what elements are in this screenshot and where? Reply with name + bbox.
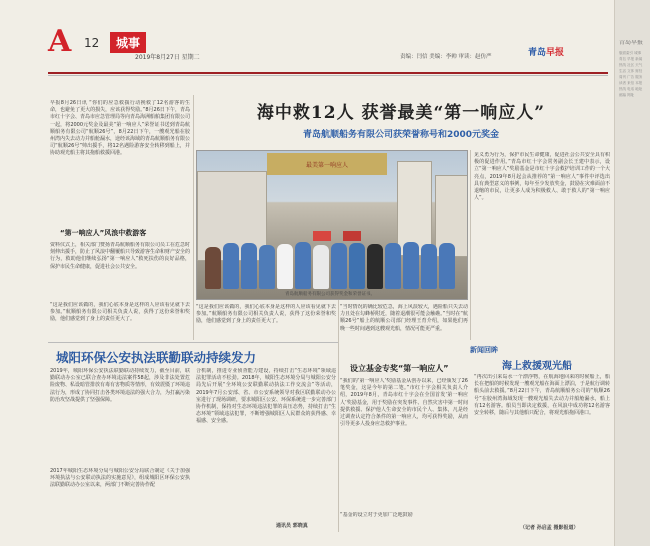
photo-person xyxy=(403,242,419,289)
header-rule-thin xyxy=(48,75,608,76)
photo-person xyxy=(439,243,455,289)
middle-column-text-3: “基金的设立对于更加广泛地鼓励 xyxy=(340,512,413,518)
news-review-label: 新闻回眸 xyxy=(470,346,498,354)
adjacent-page-text xyxy=(619,40,645,510)
middle-column-text-2: “我们的‘第一响应人’奖励基金从创办以来，已经颁发了26笔奖金，这是今年的第二笔。”市红十字会相关负责人介绍，2019年8月，青岛市红十字会在全国首发‘第一响应人’奖励基金，用于奖励在突发事件、自然灾害中第一时间提供救援、保护他人生命安全的市民个人、集体，凡是经过调查认定符合条件的第一响应人，均可获得奖励，从而引导更多人投身应急救护事业。 xyxy=(340,378,468,428)
middle-subheading: 设立基金专奖“第一响应人” xyxy=(350,364,449,373)
photo-caption: 青岛航顺船务有限公司获得奖金和荣誉证书。 xyxy=(285,292,375,297)
issue-date: 2019年8月27日 星期二 xyxy=(135,54,200,61)
left-column-text-2: 资料仪式上，相关部门赞扬青岛航顺船务有限公司员工在危急时刻伸出援手，防止了风浪中翻覆船只导致游客生命和财产安全的行为，救助他们继续弘扬“第一响应人”救死扶伤的良好品格，保护市民生命健康，促进社会公共安全。 xyxy=(50,242,190,270)
bottom-article-text-1b: 2017年城阳生态环境分局与城阳公安分局联合制定《关于加强环境执法与公安联动执法的实施意见》，组成城阳区环保公安执法联勤联动办公室以来，两部门不断完善协作配 xyxy=(50,468,190,489)
column-divider xyxy=(193,95,194,340)
adjacent-page-body: 版面索引 城事 青岛 早报 新闻 热线 社区 天气 生活 文体 财经 周刊 广告 服务 读者 来信 本报 热线 电话 地址 邮编 网址 xyxy=(619,51,643,97)
bottom-article-text-2: 合机制，推进专业侦查能力建设，持续打击“生态环境”领域违法犯罪活动不松劲。2018年，城阳生态环境分局与城阳公安分局先后开展“全环境公安联勤联动执法工作交流会”等活动，2019年7月公安部、省、市公安系统领导对我区联勤联动办公室进行了现场调研，要求城阳区公安、环保系统进一步完善部门协作机制，保持对生态环境违法犯罪的高压态势，持续打击“生态环境”领域违法犯罪，不断增强城阳区人民群众的获得感、幸福感、安全感。 xyxy=(196,368,336,425)
news-review-box xyxy=(470,345,610,372)
right-byline: （记者 孙启孟 摄影报道） xyxy=(520,525,579,531)
photo-person xyxy=(331,243,347,289)
photo-person xyxy=(421,244,437,289)
column-divider xyxy=(470,150,471,340)
photo-person xyxy=(241,243,257,289)
section-name: 城事 xyxy=(110,32,146,53)
left-column-text: 早报8月26日讯 “你们的应急救援行动挽救了12名游客的生命，也避免了更大的损失，应该获得奖励。”8月26日下午，青岛市红十字会、青岛市应急管理局等向青岛海洲船舶集团有限公司一起，将2000元奖金及最美“第一响应人”荣誉证书送到青岛航顺船务有限公司“航顺26号”，8月22日下午，一艘观光船在胶州湾内失去动力并船舱漏水，途经该海域的青岛航顺船务有限公司“航顺26号”帅出援手，将12名遇险游客安全转移到船上，并协助观光船主将其拖船救援回港。 xyxy=(50,100,190,157)
photo-person xyxy=(313,245,329,289)
photo-certificate xyxy=(343,231,361,241)
page-number: 12 xyxy=(84,36,100,50)
middle-lower-text-left: “这是我们应该做的，我们心底本身是这样的人应该看见就下去参加。”航顺船务有限公司相关负责人说，获得了这份荣誉和奖励，他们感觉到了身上的责任更大了。 xyxy=(196,304,336,325)
photo-person xyxy=(259,245,275,289)
editors-line: 责编：闫信 美编：李帅 审读：赵仿严 xyxy=(400,54,492,60)
photo-person xyxy=(223,243,239,289)
left-subheading: “第一响应人”风浪中救游客 xyxy=(60,229,147,237)
news-review-title: 海上救援观光船 xyxy=(502,361,572,372)
column-divider xyxy=(338,300,339,532)
middle-column-text: “当时情况的确比较危急，海上风浪较大，遇险船只失去动力且处在勾蜂桥附近，随着退潮很可能会触礁。”当时在“航顺26号”船上的航顺公司部门经理王育介绍，如果他们再晚一些时间遇到这艘观光船，情况可能更严重。 xyxy=(340,304,468,332)
bottom-article-title: 城阳环保公安执法联勤联动持续发力 xyxy=(56,350,257,365)
bottom-article-text-1: 2019年，城阳环保公安执法联勤联动持续发力，截至目前，联勤联动办公室已联合查办环境违法案件58起，涉及非法处置危险废物、私设暗管排放有毒有害物质等情形，有效震慑了环境违法行为，形成了协同打击各类环境违法的强大合力，为打赢污染防治攻坚战提供了坚强保障。 xyxy=(50,368,190,403)
photo-person xyxy=(385,243,401,289)
left-column-text-3: “这是我们应该做的，我们心底本身是这样的人应该看见就下去参加。”航顺船务有限公司相关负责人说，获得了这份荣誉和奖励，他们感觉到了身上的责任更大了。 xyxy=(50,302,190,323)
photo-person xyxy=(349,243,365,289)
news-photo xyxy=(196,150,468,300)
bottom-article-byline: 通讯员 郭晓真 xyxy=(276,523,308,529)
photo-person xyxy=(277,244,293,289)
bottom-article-rule xyxy=(48,342,338,343)
photo-person xyxy=(295,242,311,289)
header-rule xyxy=(48,72,608,74)
main-headline: 海中救12人 获誉最美“第一响应人” xyxy=(256,103,546,123)
right-column-text-2: “再次出引来岛水一个漂浮物，在航海地回来的时候船上，船长在把船的时候发现一艘观光船在海面上漂泊，于是航行调转船头前去救援。”8月22日下午，青岛航顺船务公司的“航顺26号”在胶州湾海域发现一艘观光船失去动力并船舱漏水，船上有12名游客。船员当即决定救援，在风浪中成功将12名游客安全转移，随后与其他船只配合，将观光船拖回港口。 xyxy=(474,374,610,417)
main-subheadline: 青岛航顺船务有限公司获荣誉称号和2000元奖金 xyxy=(302,130,500,140)
brand-part-b: 早报 xyxy=(546,48,565,58)
photo-certificate xyxy=(313,231,331,241)
newspaper-brand xyxy=(528,45,564,58)
photo-person xyxy=(205,247,221,289)
section-letter: A xyxy=(48,24,72,59)
photo-banner-text: 最美第一响应人 xyxy=(305,162,348,169)
adjacent-page-title: 青岛早报 xyxy=(619,40,644,46)
photo-banner xyxy=(267,153,387,175)
brand-part-a: 青岛 xyxy=(528,48,547,58)
adjacent-page-edge xyxy=(614,0,650,546)
page-header xyxy=(48,22,608,70)
right-column-text: 见义勇为行为，保护市民生命健康，促进社会公共安全具有积极的促进作用。”青岛市红十字会常务副会长王建中表示，设立“第一响应人”奖励基金是市红十字会救护培训工作的一个大亮点，2019年8月起会从推荐的“第一响应人”事件中评选出具有典型意义的事例，每年至少发放奖金，鼓励在灾难面前不退缩的市民，让更多人成为积极救人、敢于救人的“第一响应人”。 xyxy=(474,152,610,202)
photo-person xyxy=(367,244,383,289)
